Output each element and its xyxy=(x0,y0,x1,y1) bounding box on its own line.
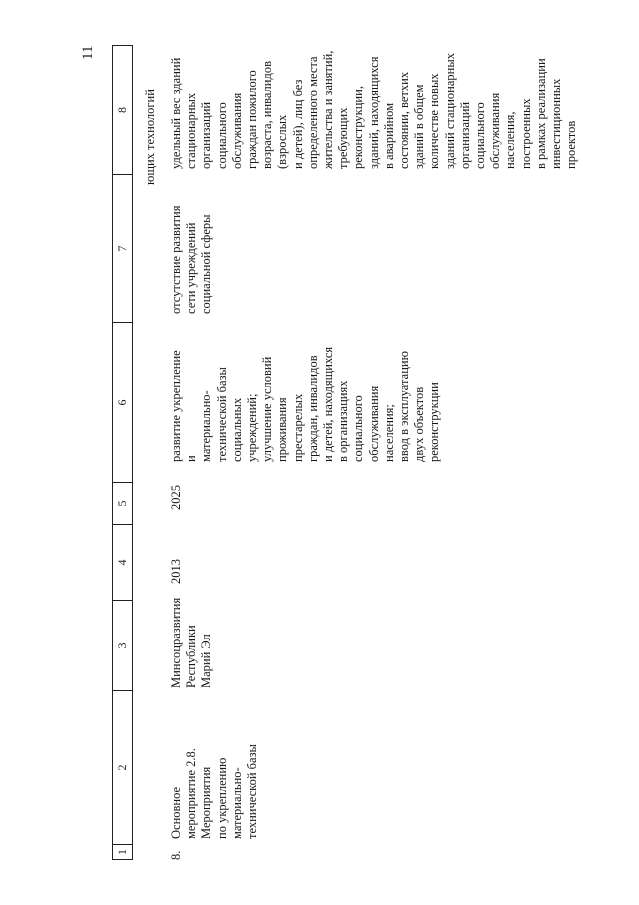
table-header-row xyxy=(112,45,133,860)
page-number: 11 xyxy=(80,45,96,60)
continuation-text: ющих технологий xyxy=(143,89,157,185)
header-col-5: 5 xyxy=(113,483,132,525)
header-col-6: 6 xyxy=(113,323,132,483)
expected-results: развитие укрепление и материально- технической базы социальных учреждений; улучшение условий проживания престарелых граждан, инвалидов и детей, находящихся в организациях социального обслуживания населения; ввод в эксплуатацию двух объектов реконструкции xyxy=(169,346,442,462)
header-col-3: 3 xyxy=(113,601,132,691)
header-col-7: 7 xyxy=(113,175,132,323)
header-col-2: 2 xyxy=(113,691,132,845)
rotated-table-stage xyxy=(112,45,579,860)
start-year: 2013 xyxy=(169,559,183,584)
header-col-1: 1 xyxy=(113,845,132,860)
header-col-8: 8 xyxy=(113,45,132,175)
indicators: удельный вес зданий стационарных организаций социального обслуживания граждан пожилого возраста, инвалидов (взрослых и детей), лиц без определенного места жительства и занятий, требующих реконструкции, зданий, находящихся в аварийном состоянии, ветхих зданий в общем количестве новых зданий стационарных организаций социального обслуживания населения, построенных в рамках реализации инвестиционных проектов xyxy=(169,50,579,169)
consequences: отсутствие развития сети учреждений социальной сферы xyxy=(169,205,214,314)
header-col-4: 4 xyxy=(113,525,132,601)
measure-name: Основное мероприятие 2.8. Мероприятия по укреплению материально- технической базы xyxy=(169,744,260,839)
row-number: 8. xyxy=(169,850,183,860)
end-year: 2025 xyxy=(169,485,183,510)
executor: Минсоцразвития Республики Марий Эл xyxy=(169,597,214,688)
